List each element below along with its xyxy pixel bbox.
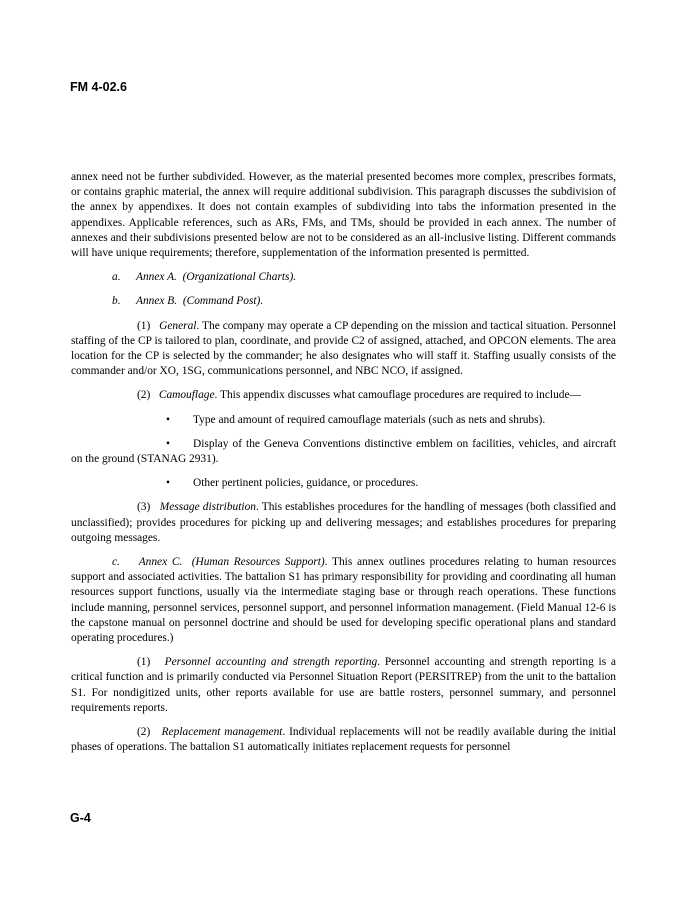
paragraph-number: (2) xyxy=(137,389,151,402)
paragraph-text: . This establishes procedures for the handling of messages (both classified and unclassified); provides procedures for picking up and delivering messages; and establishes procedures for preparing outgoing messages. xyxy=(71,501,617,544)
bullet-item xyxy=(71,413,616,428)
paragraph-number: (1) xyxy=(137,319,151,332)
intro-paragraph: annex need not be further subdivided. However, as the material presented becomes more complex, prescribes formats, or contains graphic material, the annex will require additional subdivision. This paragraph discusses the subdivision of the annex by appendixes. It does not contain examples of subdividing into tabs the information presented in the appendixes. Applicable references, such as ARs, FMs, and TMs, should be provided in each annex. The number of annexes and their subdivisions presented below are not to be considered as an all-inclusive listing. Different commands will have unique requirements; therefore, supplementation of the information presented is permitted. xyxy=(71,171,616,260)
bullet-item xyxy=(71,437,616,467)
paragraph-heading: Replacement management xyxy=(161,726,283,739)
annex-title: Annex A. xyxy=(136,271,177,284)
bullet-icon: • xyxy=(166,437,170,450)
bullet-text: Other pertinent policies, guidance, or procedures. xyxy=(193,477,419,490)
paragraph-heading: Camouflage xyxy=(158,389,215,402)
paragraph-number: (3) xyxy=(137,501,151,514)
paragraph-heading: General xyxy=(159,319,197,332)
annex-title: Annex B. xyxy=(136,295,178,308)
page-body xyxy=(71,170,616,765)
annex-subtitle: (Human Resources Support) xyxy=(191,556,325,569)
paragraph-number: (2) xyxy=(137,726,151,739)
annex-a-item xyxy=(71,270,616,285)
paragraph-number: (1) xyxy=(137,656,151,669)
bullet-text: Display of the Geneva Conventions distinctive emblem on facilities, vehicles, and aircraft on the ground (STANAG 2931). xyxy=(71,437,616,466)
paragraph-text: . This appendix discusses what camouflage procedures are required to include— xyxy=(214,389,581,402)
annex-b-item xyxy=(71,294,616,309)
bullet-item xyxy=(71,476,616,491)
annex-title: Annex C. xyxy=(138,556,183,569)
paragraph-text: . Individual replacements will not be readily available during the initial phases of operations. The battalion S1 automatically initiates replacement requests for personnel xyxy=(71,726,616,754)
annex-subtitle: (Command Post). xyxy=(182,295,264,308)
bullet-icon: • xyxy=(166,413,170,426)
paragraph-b3 xyxy=(71,500,616,546)
bullet-icon: • xyxy=(166,477,170,490)
page-number-footer: G-4 xyxy=(70,811,91,825)
item-letter: c. xyxy=(112,556,120,569)
paragraph-b2 xyxy=(71,388,616,403)
paragraph-c2 xyxy=(71,725,616,755)
item-letter: b. xyxy=(112,295,121,308)
paragraph-heading: Personnel accounting and strength reporting xyxy=(164,656,378,669)
paragraph-b1 xyxy=(71,319,616,380)
annex-subtitle: (Organizational Charts). xyxy=(182,271,297,284)
paragraph-text: . Personnel accounting and strength reporting is a critical function and is primarily conducted via Personnel Situation Report (PERSITREP) from the unit to the battalion S1. For nondigitized units, other reports available for use are battle rosters, personnel summary, and personnel requirements reports. xyxy=(71,656,616,714)
bullet-text: Type and amount of required camouflage materials (such as nets and shrubs). xyxy=(193,413,546,426)
paragraph-text: . The company may operate a CP depending on the mission and tactical situation. Personnel staffing of the CP is tailored to plan, coordinate, and provide C2 of assigned, attached, and OPCON elements. The area location for the CP is selected by the commander; he also designates who will staff it. Staffing usually consists of the commander and/or XO, 1SG, communications personnel, and NBC NCO, if assigned. xyxy=(71,319,617,378)
annex-c-paragraph xyxy=(71,555,616,646)
paragraph-heading: Message distribution xyxy=(159,501,256,514)
document-number-header: FM 4-02.6 xyxy=(70,80,127,94)
paragraph-c1 xyxy=(71,655,616,716)
item-letter: a. xyxy=(112,271,121,284)
paragraph-text: . This annex outlines procedures relating to human resources support and associated activities. The battalion S1 has primary responsibility for providing and coordinating all human resources support functions, usually via the intermediate staging base or through reach operations. These functions include manning, personnel services, personnel support, and personnel information management. (Field Manual 12-6 is the capstone manual on personnel doctrine and should be used for developing specific operational plans and standard operating procedures.) xyxy=(71,556,616,645)
